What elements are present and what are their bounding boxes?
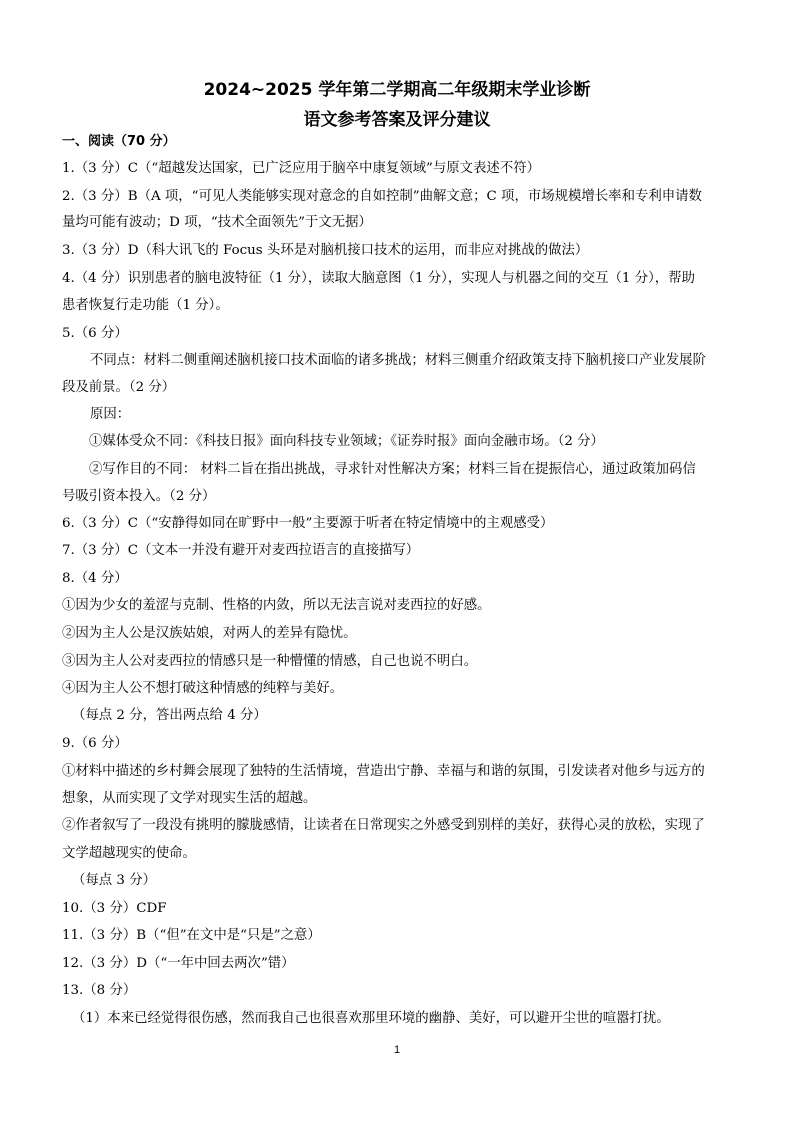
answer-4-line2: 患者恢复行走功能（1 分）。 [62, 298, 229, 313]
answer-8-point-1: ①因为少女的羞涩与克制、性格的内敛，所以无法言说对麦西拉的好感。 [62, 598, 491, 613]
answer-1: 1.（3 分）C（“超越发达国家，已广泛应用于脑卒中康复领域”与原文表述不符） [62, 161, 540, 176]
answer-9-scoring: （每点 3 分） [72, 873, 156, 888]
answer-5-reason-2-line2: 号吸引资本投入。（2 分） [62, 489, 216, 504]
page-title: 2024~2025 学年第二学期高二年级期末学业诊断 [203, 80, 591, 100]
answer-9-point-2-line1: ②作者叙写了一段没有挑明的朦胧感情，让读者在日常现实之外感受到别样的美好，获得心灵的放松，实现了 [62, 818, 705, 833]
page-subtitle: 语文参考答案及评分建议 [303, 110, 491, 130]
answer-5-reason-1: ①媒体受众不同：《科技日报》面向科技专业领域；《证券时报》面向金融市场。（2 分） [89, 434, 604, 449]
answer-11: 11.（3 分）B（“但”在文中是“只是”之意） [62, 928, 321, 943]
answer-5-reason-label: 原因： [90, 407, 131, 422]
answer-13-part-1: （1）本来已经觉得很伤感，然而我自己也很喜欢那里环境的幽静、美好，可以避开尘世的喧嚣打扰。 [72, 1011, 670, 1026]
answer-9-point-1-line1: ①材料中描述的乡村舞会展现了独特的生活情境，营造出宁静、幸福与和谐的氛围，引发读者对他乡与远方的 [62, 764, 705, 779]
answer-8-point-3: ③因为主人公对麦西拉的情感只是一种懵懂的情感，自己也说不明白。 [62, 654, 478, 669]
answer-10: 10.（3 分）CDF [62, 901, 167, 916]
answer-9-point-2-line2: 文学超越现实的使命。 [62, 846, 196, 861]
answer-13: 13.（8 分） [62, 983, 137, 998]
answer-5-difference-line1: 不同点：材料二侧重阐述脑机接口技术面临的诸多挑战；材料三侧重介绍政策支持下脑机接口产业发展阶 [90, 353, 706, 368]
section-heading-reading: 一、阅读（70 分） [62, 134, 176, 149]
answer-9-point-1-line2: 想象，从而实现了文学对现实生活的超越。 [62, 791, 317, 806]
answer-2-line2: 量均可能有波动；D 项，“技术全面领先”于文无据） [62, 215, 372, 230]
answer-4-line1: 4.（4 分）识别患者的脑电波特征（1 分），读取大脑意图（1 分），实现人与机器之间的交互（1 分），帮助 [62, 271, 695, 286]
answer-9: 9.（6 分） [62, 736, 128, 751]
answer-5: 5.（6 分） [62, 326, 128, 341]
answer-8: 8.（4 分） [62, 571, 128, 586]
answer-8-point-2: ②因为主人公是汉族姑娘，对两人的差异有隐忧。 [62, 626, 357, 641]
answer-8-point-4: ④因为主人公不想打破这种情感的纯粹与美好。 [62, 681, 344, 696]
answer-5-difference-line2: 段及前景。（2 分） [62, 380, 176, 395]
answer-5-reason-2-line1: ②写作目的不同： 材料二旨在指出挑战，寻求针对性解决方案；材料三旨在提振信心，通过政策加码信 [89, 462, 696, 477]
answer-6: 6.（3 分）C（“安静得如同在旷野中一般”主要源于听者在特定情境中的主观感受） [62, 516, 554, 531]
answer-8-scoring: （每点 2 分，答出两点给 4 分） [72, 708, 267, 723]
page-number: 1 [393, 1044, 401, 1056]
answer-7: 7.（3 分）C（文本一并没有避开对麦西拉语言的直接描写） [62, 543, 420, 558]
answer-3: 3.（3 分）D（科大讯飞的 Focus 头环是对脑机接口技术的运用，而非应对挑战的做法） [62, 243, 589, 258]
answer-2-line1: 2.（3 分）B（A 项，“可见人类能够实现对意念的自如控制”曲解文意；C 项，市场规模增长率和专利申请数 [62, 189, 702, 204]
answer-12: 12.（3 分）D（“一年中回去两次”错） [62, 956, 295, 971]
